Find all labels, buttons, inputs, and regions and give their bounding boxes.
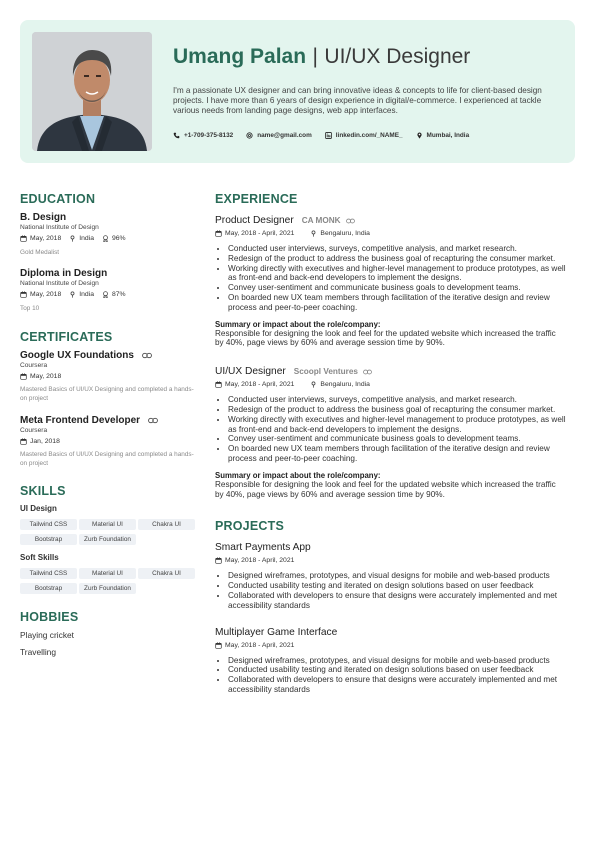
- job-location: Bengaluru, India: [320, 230, 370, 237]
- job-bullets: [228, 395, 576, 464]
- project-bullet: • Collaborated with developers to ensure that designs were accurately implemented and met accessibility standards: [228, 675, 576, 695]
- pin-icon: [310, 381, 317, 388]
- email-text: name@gmail.com: [257, 132, 312, 139]
- contact-email[interactable]: [246, 132, 312, 139]
- company-name-row: [294, 367, 372, 376]
- contact-phone[interactable]: [173, 132, 233, 139]
- project-item: [215, 542, 580, 610]
- link-icon[interactable]: [346, 218, 355, 224]
- project-bullet: • Designed wireframes, prototypes, and visual designs for mobile and web-based products: [228, 571, 576, 581]
- left-column: [20, 192, 195, 664]
- right-column: [215, 192, 580, 707]
- edu-meta: [20, 291, 195, 298]
- location-icon: [416, 132, 423, 139]
- calendar-icon: [215, 230, 222, 237]
- location-text: Mumbai, India: [426, 132, 470, 139]
- job-meta: [215, 230, 580, 237]
- job-dates: May, 2018 - April, 2021: [225, 230, 295, 237]
- project-bullets: [228, 571, 576, 610]
- hobbies-section: [20, 610, 195, 657]
- job-bullet: • Convey user-sentiment and communicate business goals to development teams.: [228, 283, 576, 293]
- skill-tag: Bootstrap: [20, 534, 77, 545]
- name-line: [173, 45, 470, 69]
- projects-section: [215, 519, 580, 694]
- contact-linkedin[interactable]: [325, 132, 403, 139]
- edu-degree: Diploma in Design: [20, 268, 108, 279]
- resume-header: [20, 20, 575, 163]
- company-name-row: [302, 216, 355, 225]
- certificate-item: [20, 350, 195, 403]
- cert-org: Coursera: [20, 427, 48, 434]
- certificates-section: [20, 330, 195, 468]
- project-bullet: • Conducted usability testing and iterated on design solutions based on user feedback: [228, 581, 576, 591]
- project-dates: May, 2018 - April, 2021: [225, 641, 295, 649]
- cert-desc: Mastered Basics of UI/UX Designing and completed a hands-on project: [20, 386, 194, 402]
- edu-location: India: [79, 291, 94, 298]
- skill-tag: Chakra UI: [138, 519, 195, 530]
- job-bullet: • On boarded new UX team members through facilitation of the iterative design and review process and peer-to-peer coaching.: [228, 444, 576, 464]
- calendar-icon: [20, 291, 27, 298]
- edu-date: May, 2018: [30, 291, 62, 298]
- job-dates: May, 2018 - April, 2021: [225, 381, 295, 389]
- job-item: [215, 215, 580, 348]
- skill-tag: Chakra UI: [138, 568, 195, 579]
- calendar-icon: [20, 373, 27, 380]
- edu-meta: [20, 235, 195, 242]
- linkedin-icon: [325, 132, 332, 139]
- skill-group: [20, 504, 195, 545]
- person-role: UI/UX Designer: [324, 45, 471, 68]
- award-icon: [102, 235, 109, 242]
- project-item: [215, 627, 580, 695]
- job-bullet: • Conducted user interviews, surveys, competitive analysis, and market research.: [228, 395, 576, 405]
- skill-tag: Bootstrap: [20, 583, 77, 594]
- skill-tag: Tailwind CSS: [20, 519, 77, 530]
- skill-tag: Zurb Foundation: [79, 583, 136, 594]
- certificates-heading: CERTIFICATES: [20, 330, 113, 344]
- skills-heading: SKILLS: [20, 484, 66, 498]
- job-bullet: • Convey user-sentiment and communicate business goals to development teams.: [228, 434, 576, 444]
- education-item: [20, 268, 195, 312]
- job-bullet: • On boarded new UX team members through facilitation of the iterative design and review process and peer-to-peer coaching.: [228, 293, 576, 313]
- skills-section: [20, 484, 195, 594]
- project-bullets: [228, 656, 576, 695]
- cert-name-row: [20, 415, 195, 426]
- impact-label: Summary or impact about the role/company:: [215, 319, 381, 329]
- phone-icon: [173, 132, 180, 139]
- calendar-icon: [20, 438, 27, 445]
- company-name: CA MONK: [301, 216, 341, 225]
- edu-degree: B. Design: [20, 212, 67, 223]
- profile-photo: [32, 32, 152, 151]
- cert-date: Jan, 2018: [30, 438, 60, 445]
- skill-tags: [20, 519, 195, 545]
- job-title: Product Designer: [215, 215, 294, 226]
- link-icon[interactable]: [363, 369, 372, 375]
- cert-date: May, 2018: [30, 373, 62, 380]
- projects-heading: PROJECTS: [215, 519, 284, 534]
- contact-location: [416, 132, 470, 139]
- job-bullet: • Working directly with executives and higher-level management to produce prototypes, as well as front-end and back-end developers to implement the designs.: [228, 264, 576, 284]
- edu-score: 87%: [111, 291, 126, 298]
- project-title: Smart Payments App: [215, 542, 311, 554]
- pin-icon: [310, 230, 317, 237]
- job-bullet: • Redesign of the product to address the business goal of recapturing the consumer market.: [228, 254, 576, 264]
- link-icon[interactable]: [148, 417, 158, 424]
- job-bullet: • Working directly with executives and higher-level management to produce prototypes, as well as front-end and back-end developers to implement the designs.: [228, 415, 576, 435]
- email-icon: [246, 132, 253, 139]
- cert-desc: Mastered Basics of UI/UX Designing and completed a hands-on project: [20, 451, 194, 467]
- cert-name: Google UX Foundations: [20, 350, 134, 361]
- cert-name: Meta Frontend Developer: [20, 415, 141, 426]
- hobby-item: Travelling: [20, 647, 56, 657]
- award-icon: [102, 291, 109, 298]
- calendar-icon: [215, 557, 222, 564]
- impact-text: Responsible for designing the look and feel for the updated website which increased the traffic by 40%, page views by 60% and average session time by 90%.: [215, 328, 556, 348]
- project-dates: May, 2018 - April, 2021: [225, 557, 295, 565]
- education-item: [20, 212, 195, 256]
- education-section: [20, 192, 195, 312]
- experience-section: [215, 192, 580, 499]
- contact-row: [173, 132, 469, 139]
- person-name: Umang Palan: [173, 45, 307, 68]
- job-bullet: • Redesign of the product to address the business goal of recapturing the consumer market.: [228, 405, 576, 415]
- job-title: UI/UX Designer: [215, 366, 286, 378]
- edu-score: 96%: [111, 235, 126, 242]
- job-bullets: [228, 244, 576, 313]
- project-bullet: • Designed wireframes, prototypes, and visual designs for mobile and web-based products: [228, 656, 576, 666]
- project-bullet: • Collaborated with developers to ensure that designs were accurately implemented and met accessibility standards: [228, 591, 576, 611]
- project-title: Multiplayer Game Interface: [215, 626, 338, 638]
- pin-icon: [69, 235, 76, 242]
- skill-tag: Material UI: [79, 519, 136, 530]
- cert-name-row: [20, 350, 195, 361]
- job-item: [215, 366, 580, 499]
- skill-group-name: Soft Skills: [20, 553, 59, 562]
- calendar-icon: [215, 381, 222, 388]
- job-meta: [215, 381, 580, 388]
- edu-location: India: [79, 235, 94, 242]
- experience-heading: EXPERIENCE: [215, 192, 298, 206]
- project-meta: [215, 642, 580, 649]
- edu-date: May, 2018: [30, 235, 62, 242]
- project-meta: [215, 557, 580, 564]
- impact-label: Summary or impact about the role/company:: [215, 470, 381, 480]
- skill-tag: Tailwind CSS: [20, 568, 77, 579]
- skill-tag: Material UI: [79, 568, 136, 579]
- calendar-icon: [20, 235, 27, 242]
- cert-meta: [20, 373, 195, 380]
- pin-icon: [69, 291, 76, 298]
- education-heading: EDUCATION: [20, 192, 96, 206]
- job-location: Bengaluru, India: [320, 381, 370, 389]
- skill-group-name: UI Design: [20, 504, 57, 513]
- hobby-item: Playing cricket: [20, 630, 74, 640]
- job-bullet: • Conducted user interviews, surveys, competitive analysis, and market research.: [228, 244, 576, 254]
- calendar-icon: [215, 642, 222, 649]
- edu-school: National Institute of Design: [20, 224, 99, 231]
- edu-school: National Institute of Design: [20, 280, 99, 287]
- edu-note: Gold Medalist: [20, 249, 60, 256]
- linkedin-text: linkedin.com/_NAME_: [335, 132, 403, 139]
- phone-text: +1-709-375-8132: [184, 132, 234, 139]
- job-head: [215, 366, 580, 377]
- hobbies-heading: HOBBIES: [20, 610, 79, 624]
- project-bullet: • Conducted usability testing and iterated on design solutions based on user feedback: [228, 665, 576, 675]
- company-name: Scoopl Ventures: [293, 367, 358, 377]
- skill-tags: [20, 568, 195, 594]
- skill-group: [20, 553, 195, 594]
- cert-meta: [20, 438, 195, 445]
- job-head: [215, 215, 580, 226]
- cert-org: Coursera: [20, 362, 48, 369]
- link-icon[interactable]: [142, 352, 152, 359]
- title-separator: |: [312, 45, 318, 68]
- profile-summary: I'm a passionate UX designer and can bring innovative ideas & concepts to life for client-based design projects. I have more than 6 years of design experience in digital/e-commerce. I experienced at tackle various needs from landing page designs, web app interfaces.: [173, 86, 542, 116]
- impact-text: Responsible for designing the look and feel for the updated website which increased the traffic by 40%, page views by 60% and average session time by 90%.: [215, 479, 556, 499]
- certificate-item: [20, 415, 195, 468]
- edu-note: Top 10: [20, 305, 40, 312]
- skill-tag: Zurb Foundation: [79, 534, 136, 545]
